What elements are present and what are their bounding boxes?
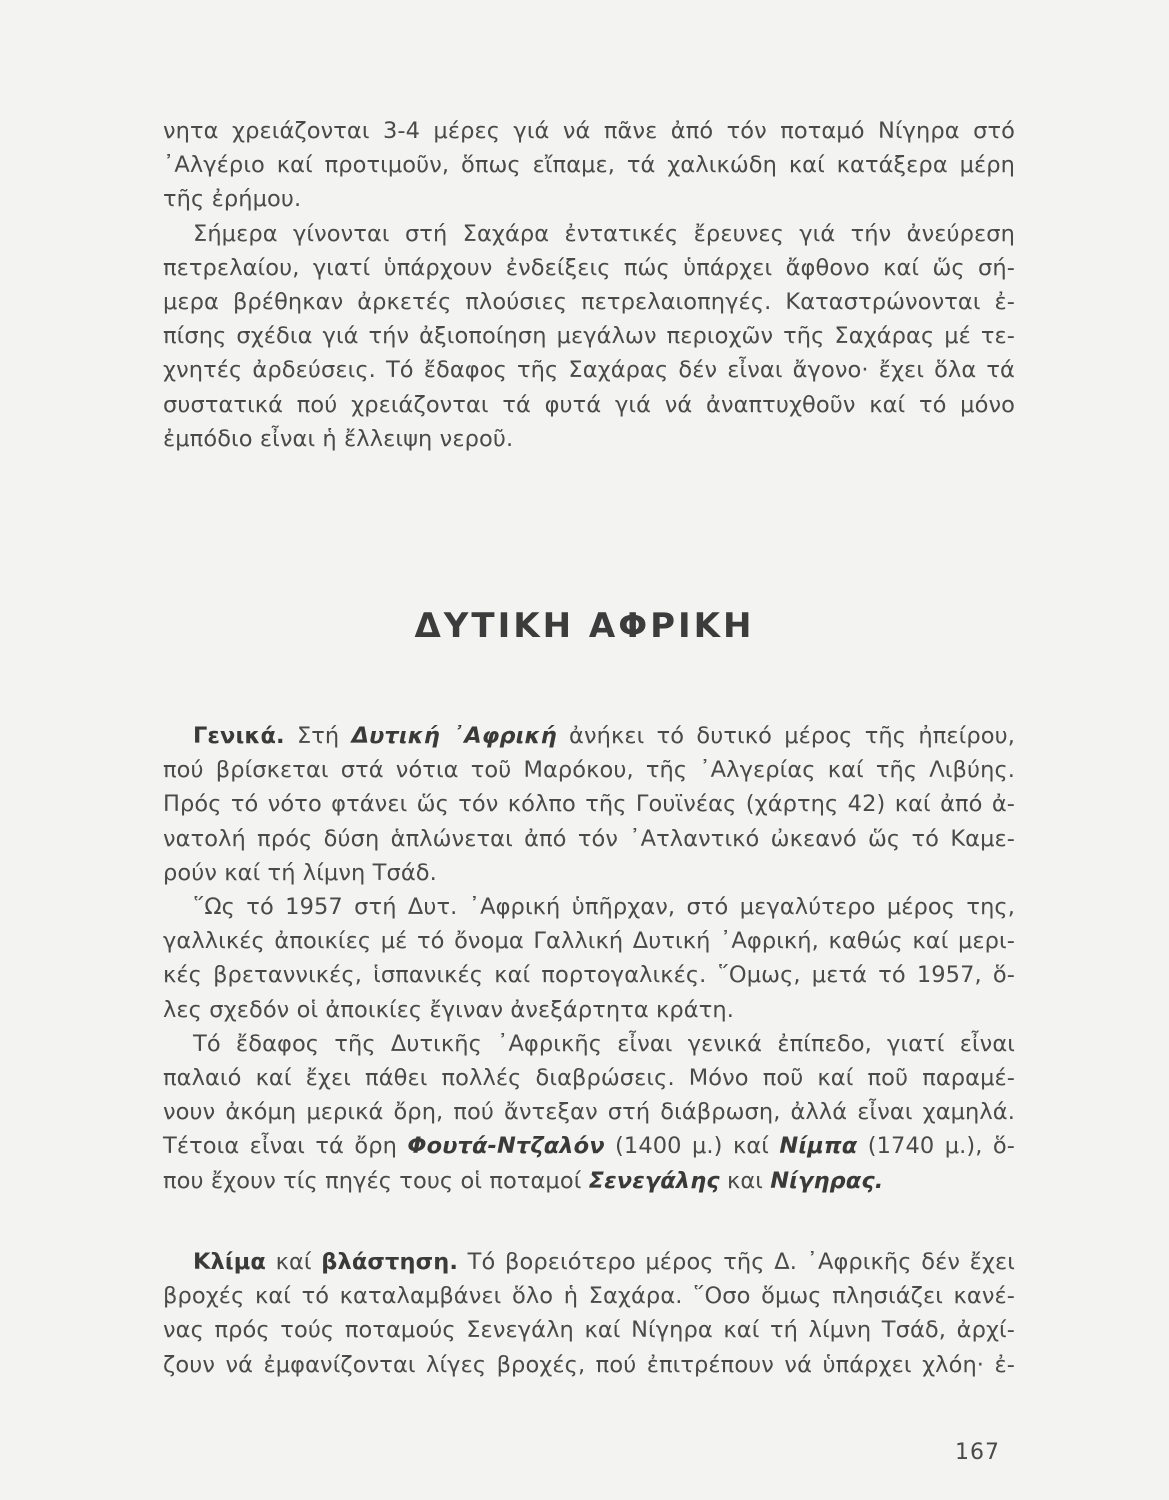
text-line: γαλλικές ἀποικίες μέ τό ὄνομα Γαλλική Δυτική ᾿Αφρική, καθώς καί μερι- bbox=[163, 928, 1015, 955]
text-line: νητα χρειάζονται 3-4 μέρες γιά νά πᾶνε ἀπό τόν ποταμό Νίγηρα στό bbox=[163, 118, 1015, 144]
text-run: και bbox=[719, 1167, 771, 1194]
text-line: ῞Ως τό 1957 στή Δυτ. ᾿Αφρική ὑπῆρχαν, στό μεγαλύτερο μέρος της, bbox=[193, 894, 1015, 921]
text-line: βροχές καί τό καταλαμβάνει ὅλο ἡ Σαχάρα. ῞Οσο ὅμως πλησιάζει κανέ- bbox=[163, 1283, 1015, 1310]
section-title: ΔΥΤΙΚΗ ΑΦΡΙΚΗ bbox=[414, 606, 755, 646]
text-line: νας πρός τούς ποταμούς Σενεγάλη καί Νίγηρα καί τή λίμνη Τσάδ, ἀρχί- bbox=[163, 1317, 1015, 1344]
text-run: Τέτοια εἶναι τά ὄρη bbox=[163, 1133, 408, 1160]
text-line: συστατικά πού χρειάζονται τά φυτά γιά νά ἀναπτυχθοῦν καί τό μόνο bbox=[163, 391, 1015, 418]
general-section bbox=[163, 719, 1015, 1198]
text-line: ρούν καί τή λίμνη Τσάδ. bbox=[163, 859, 437, 886]
text-line: Σήμερα γίνονται στή Σαχάρα ἐντατικές ἔρευνες γιά τήν ἀνεύρεση bbox=[193, 220, 1015, 247]
text-line bbox=[163, 1164, 1015, 1198]
text-run: Στή bbox=[284, 723, 352, 749]
text-run: (1400 μ.) καί bbox=[604, 1133, 780, 1160]
text-run: που ἔχουν τίς πηγές τους οἱ ποταμοί bbox=[163, 1167, 589, 1194]
text-line: παλαιό καί ἔχει πάθει πολλές διαβρώσεις. Μόνο ποῦ καί ποῦ παραμέ- bbox=[163, 1065, 1015, 1092]
section-label: Κλίμα bbox=[193, 1249, 266, 1275]
key-term: Νίγηρας. bbox=[770, 1167, 884, 1194]
text-line: πού βρίσκεται στά νότια τοῦ Μαρόκου, τῆς ᾿Αλγερίας καί τῆς Λιβύης. bbox=[163, 757, 1015, 784]
key-term: Φουτά-Ντζαλόν bbox=[407, 1133, 605, 1160]
key-term: Δυτική ᾿Αφρική bbox=[351, 723, 557, 749]
text-line: τῆς ἐρήμου. bbox=[163, 186, 302, 213]
text-line: πίσης σχέδια γιά τήν ἀξιοποίηση μεγάλων περιοχῶν τῆς Σαχάρας μέ τε- bbox=[163, 323, 1015, 350]
text-run: καί bbox=[265, 1249, 322, 1275]
text-line: Τό ἔδαφος τῆς Δυτικῆς ᾿Αφρικῆς εἶναι γενικά ἐπίπεδο, γιατί εἶναι bbox=[193, 1030, 1015, 1057]
intro-paragraph bbox=[163, 114, 1015, 456]
text-line: λες σχεδόν οἱ ἀποικίες ἔγιναν ἀνεξάρτητα κράτη. bbox=[163, 996, 734, 1023]
key-term: Νίμπα bbox=[779, 1133, 858, 1160]
text-line: Πρός τό νότο φτάνει ὥς τόν κόλπο τῆς Γουϊνέας (χάρτης 42) καί ἀπό ἀ- bbox=[163, 791, 1015, 818]
text-run: ἀνήκει τό δυτικό μέρος τῆς ἠπείρου, bbox=[556, 723, 1015, 749]
text-line: ᾿Αλγέριο καί προτιμοῦν, ὅπως εἴπαμε, τά χαλικώδη καί κατάξερα μέρη bbox=[163, 152, 1015, 179]
text-line: κές βρεταννικές, ἱσπανικές καί πορτογαλικές. ῞Ομως, μετά τό 1957, ὅ- bbox=[163, 962, 1015, 989]
climate-section bbox=[163, 1245, 1015, 1382]
page-number: 167 bbox=[955, 1440, 1000, 1465]
text-line: ἐμπόδιο εἶναι ἡ ἔλλειψη νεροῦ. bbox=[163, 425, 514, 452]
text-line: πετρελαίου, γιατί ὑπάρχουν ἐνδείξεις πώς ὑπάρχει ἄφθονο καί ὥς σή- bbox=[163, 254, 1015, 281]
text-line: μερα βρέθηκαν ἀρκετές πλούσιες πετρελαιοπηγές. Καταστρώνονται ἐ- bbox=[163, 289, 1015, 316]
text-line: νατολή πρός δύση ἁπλώνεται ἀπό τόν ᾿Ατλαντικό ὠκεανό ὥς τό Καμε- bbox=[163, 825, 1015, 852]
text-line: νουν ἀκόμη μερικά ὄρη, πού ἄντεξαν στή διάβρωση, ἀλλά εἶναι χαμηλά. bbox=[163, 1099, 1015, 1126]
text-line: χνητές ἀρδεύσεις. Τό ἔδαφος τῆς Σαχάρας δέν εἶναι ἄγονο· ἔχει ὅλα τά bbox=[163, 357, 1015, 384]
section-label: βλάστηση. bbox=[321, 1249, 458, 1275]
text-line: ζουν νά ἐμφανίζονται λίγες βροχές, πού ἐπιτρέπουν νά ὑπάρχει χλόη· ἐ- bbox=[163, 1351, 1015, 1378]
section-label: Γενικά. bbox=[193, 723, 285, 749]
text-run: Τό βορειότερο μέρος τῆς Δ. ᾿Αφρικῆς δέν ἔχει bbox=[458, 1249, 1015, 1275]
text-run: (1740 μ.), ὅ- bbox=[857, 1133, 1015, 1160]
text-line bbox=[163, 1129, 1015, 1163]
key-term: Σενεγάλης bbox=[588, 1167, 720, 1194]
text-line bbox=[163, 719, 1015, 753]
text-line bbox=[163, 1245, 1015, 1279]
